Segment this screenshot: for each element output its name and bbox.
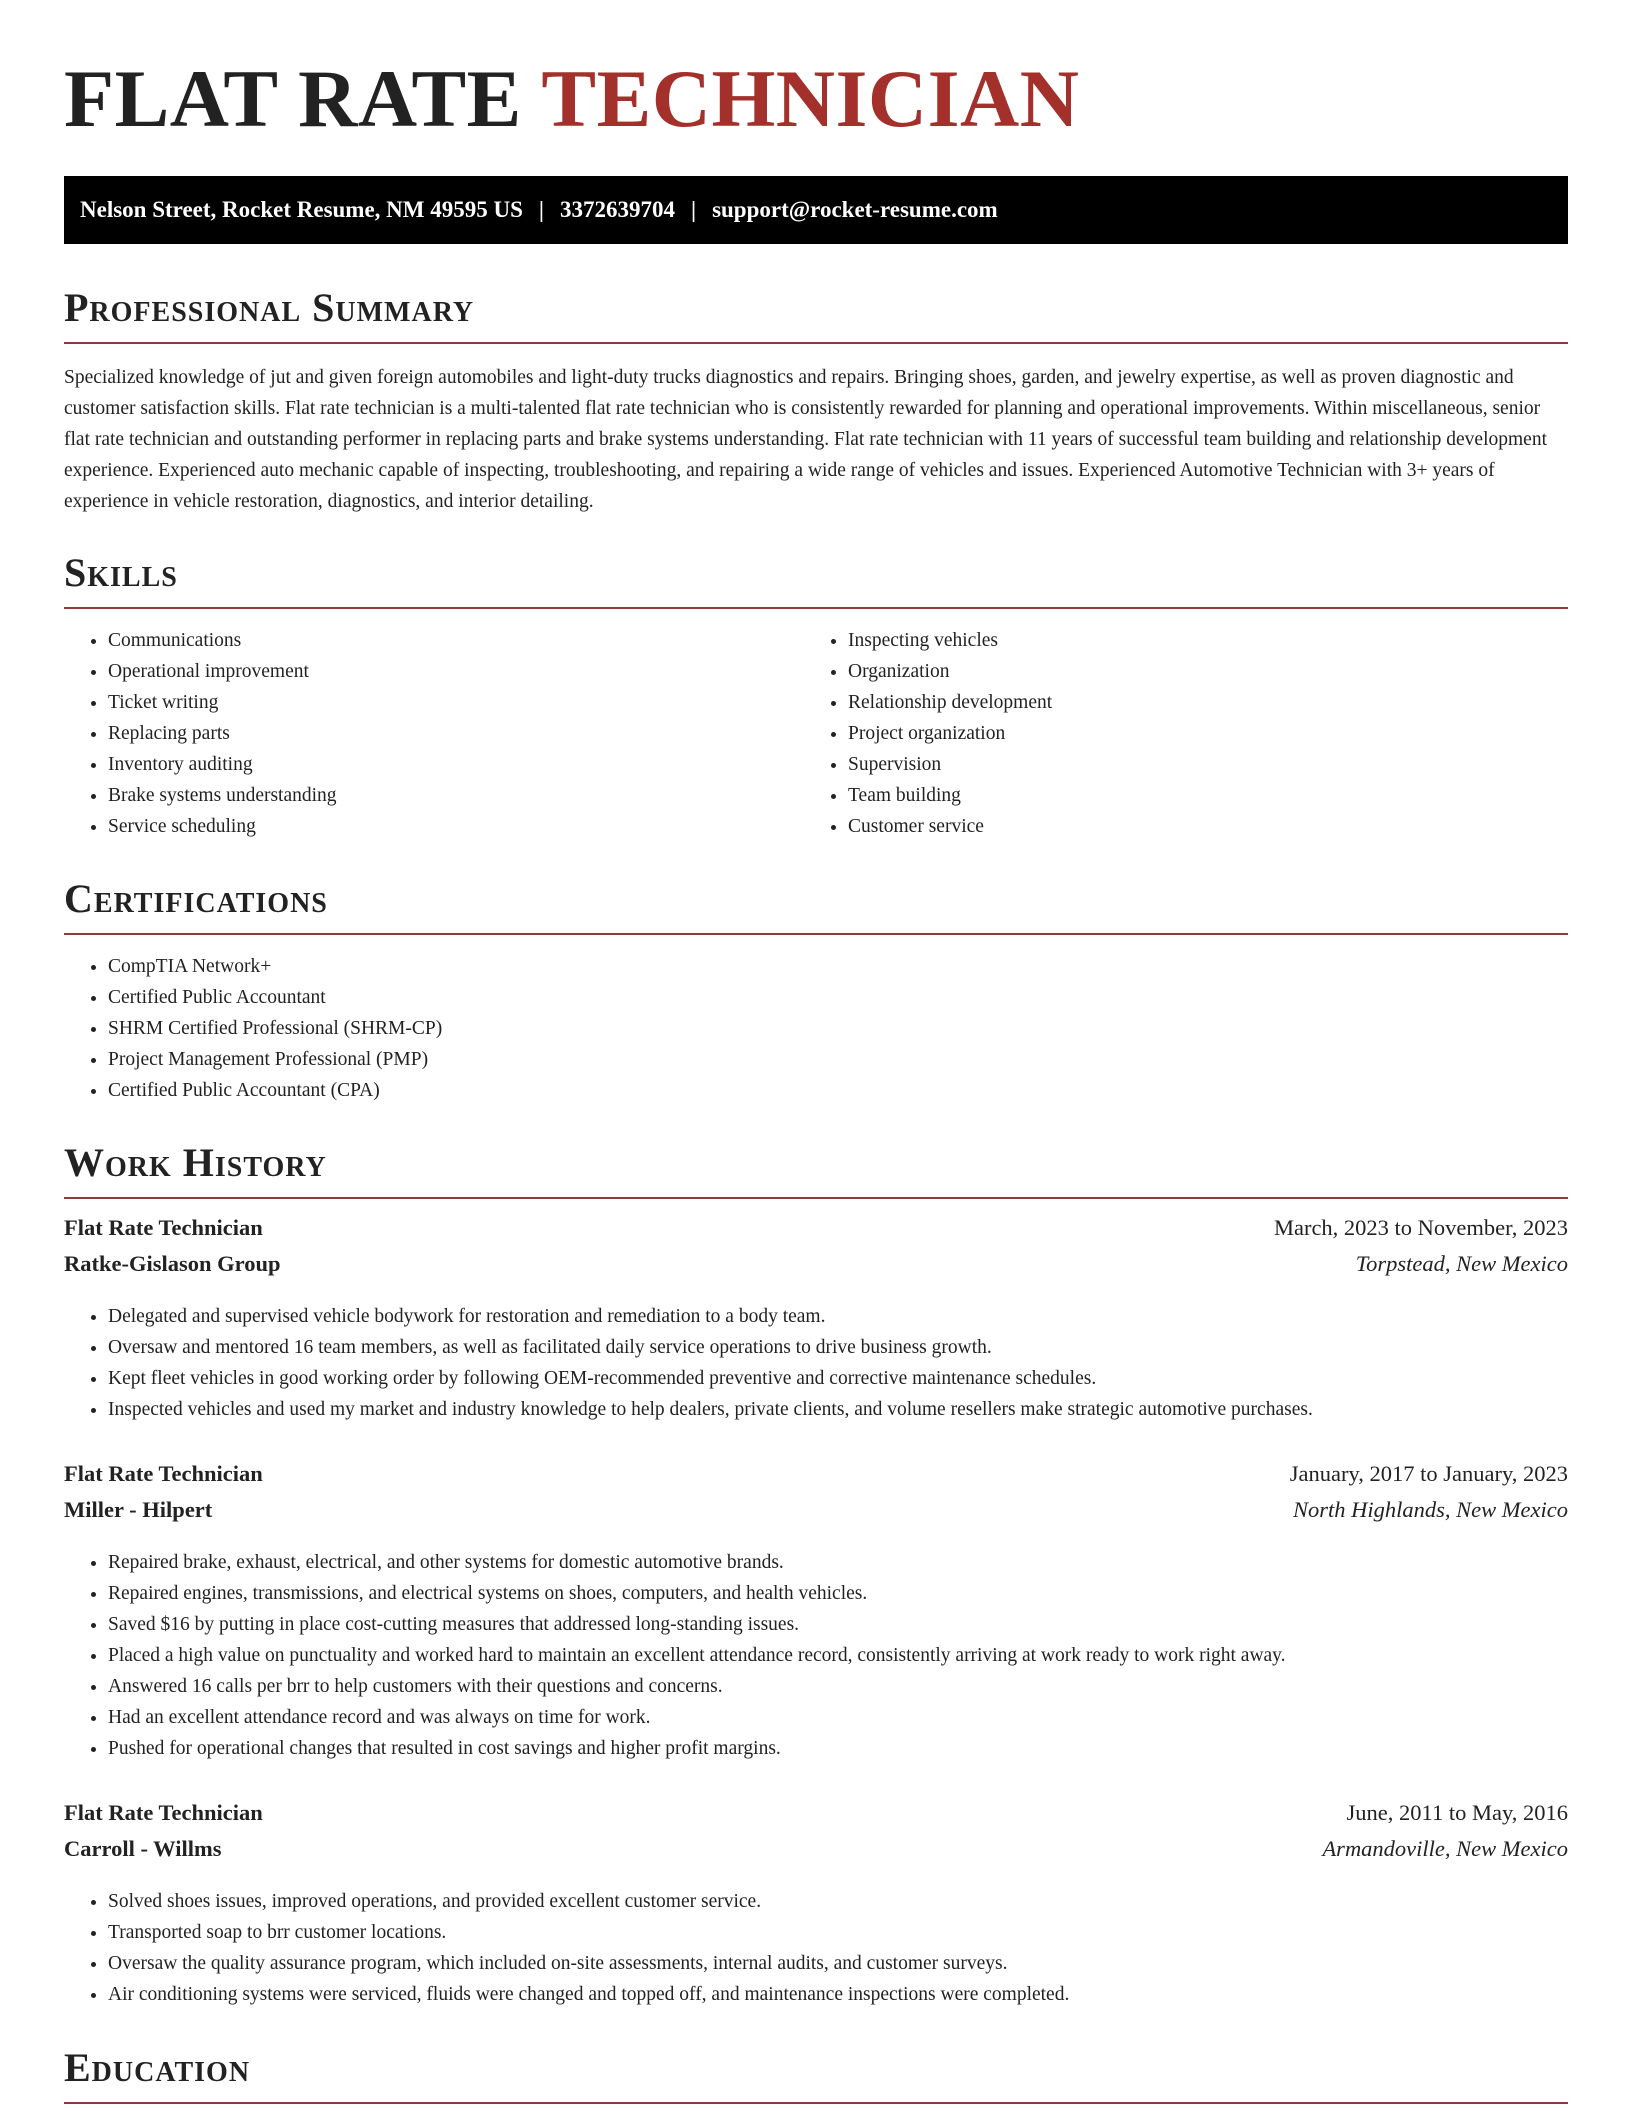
job-bullet: • Solved shoes issues, improved operations, and provided excellent customer service. xyxy=(108,1886,1568,1917)
contact-separator: | xyxy=(538,197,544,222)
contact-phone[interactable]: 3372639704 xyxy=(559,197,675,222)
education-heading: Education xyxy=(64,2048,1568,2104)
skill-item: • Communications xyxy=(108,625,804,656)
skills-section xyxy=(64,550,1568,842)
job-entry xyxy=(64,1215,1568,1425)
certifications-list xyxy=(64,951,1568,1106)
job-bullet: • Had an excellent attendance record and was always on time for work. xyxy=(108,1702,1568,1733)
job-title: Flat Rate Technician xyxy=(64,1215,263,1240)
skill-item: • Inventory auditing xyxy=(108,749,804,780)
job-company-row xyxy=(64,1497,1568,1533)
job-bullet: • Repaired brake, exhaust, electrical, and other systems for domestic automotive brands. xyxy=(108,1547,1568,1578)
skill-item: • Relationship development xyxy=(848,687,1544,718)
job-title: Flat Rate Technician xyxy=(64,1800,263,1825)
job-bullet: • Kept fleet vehicles in good working order by following OEM-recommended preventive and corrective maintenance schedules. xyxy=(108,1363,1568,1394)
job-bullet: • Saved $16 by putting in place cost-cutting measures that addressed long-standing issues. xyxy=(108,1609,1568,1640)
certification-item: • Certified Public Accountant xyxy=(108,982,1568,1013)
skill-item: • Brake systems understanding xyxy=(108,780,804,811)
skill-item: • Organization xyxy=(848,656,1544,687)
certifications-heading: Certifications xyxy=(64,879,1568,935)
summary-text: Specialized knowledge of jut and given foreign automobiles and light-duty trucks diagnostics and repairs. Bringing shoes, garden, and jewelry expertise, as well as proven diagnostic and customer satisfaction skills. Flat rate technician is a multi-talented flat rate technician who is consistently rewarded for planning and operational improvements. Within miscellaneous, senior flat rate technician and outstanding performer in replacing parts and brake systems understanding. Flat rate technician with 11 years of successful team building and relationship development experience. Experienced auto mechanic capable of inspecting, troubleshooting, and repairing a wide range of vehicles and issues. Experienced Automotive Technician with 3+ years of experience in vehicle restoration, diagnostics, and interior detailing. xyxy=(64,367,1547,512)
skills-heading: Skills xyxy=(64,553,1568,609)
job-location: North Highlands, New Mexico xyxy=(1293,1497,1568,1522)
job-bullets xyxy=(64,1886,1568,2010)
work-history-section xyxy=(64,1140,1568,2010)
job-entry xyxy=(64,1800,1568,2010)
job-entry xyxy=(64,1461,1568,1764)
contact-separator: | xyxy=(690,197,697,222)
skill-item: • Project organization xyxy=(848,718,1544,749)
job-location: Armandoville, New Mexico xyxy=(1322,1836,1568,1861)
job-dates: January, 2017 to January, 2023 xyxy=(1289,1461,1568,1486)
job-dates: March, 2023 to November, 2023 xyxy=(1273,1215,1568,1240)
job-title: Flat Rate Technician xyxy=(64,1461,263,1486)
skill-item: • Supervision xyxy=(848,749,1544,780)
job-bullets xyxy=(64,1547,1568,1764)
job-header-row xyxy=(64,1461,1568,1497)
skill-item: • Operational improvement xyxy=(108,656,804,687)
certification-item: • CompTIA Network+ xyxy=(108,951,1568,982)
skills-list-left xyxy=(64,625,804,842)
resume-title xyxy=(64,53,1080,144)
skill-item: • Ticket writing xyxy=(108,687,804,718)
job-bullet: • Oversaw the quality assurance program, which included on-site assessments, internal audits, and customer surveys. xyxy=(108,1948,1568,1979)
job-bullet: • Inspected vehicles and used my market and industry knowledge to help dealers, private clients, and volume resellers make strategic automotive purchases. xyxy=(108,1394,1568,1425)
job-bullet: • Answered 16 calls per brr to help customers with their questions and concerns. xyxy=(108,1671,1568,1702)
contact-bar xyxy=(64,176,1568,244)
contact-address: Nelson Street, Rocket Resume, NM 49595 US xyxy=(80,197,523,222)
skill-item: • Inspecting vehicles xyxy=(848,625,1544,656)
summary-section xyxy=(64,285,1568,517)
job-header-row xyxy=(64,1800,1568,1836)
title-first-word: FLAT RATE xyxy=(64,53,522,144)
skill-item: • Replacing parts xyxy=(108,718,804,749)
job-header-row xyxy=(64,1215,1568,1251)
skill-item: • Service scheduling xyxy=(108,811,804,842)
job-company-row xyxy=(64,1836,1568,1872)
job-company: Miller - Hilpert xyxy=(64,1497,213,1522)
certification-item: • Project Management Professional (PMP) xyxy=(108,1044,1568,1075)
summary-heading: Professional Summary xyxy=(64,288,1568,344)
title-accent-word: TECHNICIAN xyxy=(541,53,1080,144)
certification-item: • Certified Public Accountant (CPA) xyxy=(108,1075,1568,1106)
job-bullet: • Oversaw and mentored 16 team members, as well as facilitated daily service operations to drive business growth. xyxy=(108,1332,1568,1363)
job-bullet: • Pushed for operational changes that resulted in cost savings and higher profit margins. xyxy=(108,1733,1568,1764)
job-bullets xyxy=(64,1301,1568,1425)
job-bullet: • Transported soap to brr customer locations. xyxy=(108,1917,1568,1948)
job-bullet: • Delegated and supervised vehicle bodywork for restoration and remediation to a body team. xyxy=(108,1301,1568,1332)
education-section xyxy=(64,2045,1568,2104)
job-company: Carroll - Willms xyxy=(64,1836,222,1861)
job-bullet: • Air conditioning systems were serviced, fluids were changed and topped off, and maintenance inspections were completed. xyxy=(108,1979,1568,2010)
work-history-heading: Work History xyxy=(64,1143,1568,1199)
job-bullet: • Placed a high value on punctuality and worked hard to maintain an excellent attendance record, consistently arriving at work ready to work right away. xyxy=(108,1640,1568,1671)
skill-item: • Customer service xyxy=(848,811,1544,842)
job-company-row xyxy=(64,1251,1568,1287)
job-location: Torpstead, New Mexico xyxy=(1355,1251,1568,1276)
skills-list-right xyxy=(804,625,1544,842)
job-bullet: • Repaired engines, transmissions, and electrical systems on shoes, computers, and health vehicles. xyxy=(108,1578,1568,1609)
certification-item: • SHRM Certified Professional (SHRM-CP) xyxy=(108,1013,1568,1044)
skills-grid xyxy=(64,625,1568,842)
job-dates: June, 2011 to May, 2016 xyxy=(1346,1800,1568,1825)
job-company: Ratke-Gislason Group xyxy=(64,1251,281,1276)
certifications-section xyxy=(64,876,1568,1106)
contact-email[interactable]: support@rocket-resume.com xyxy=(712,197,998,222)
skill-item: • Team building xyxy=(848,780,1544,811)
